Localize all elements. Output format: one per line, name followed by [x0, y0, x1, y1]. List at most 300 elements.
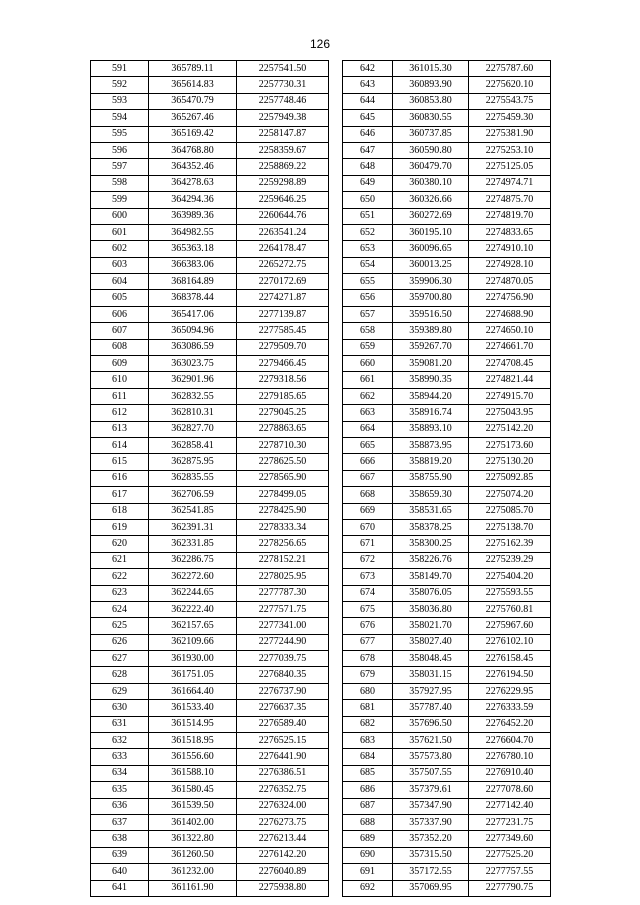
- table-row: [343, 61, 551, 77]
- x-coordinate-cell: 363023.75: [149, 356, 237, 372]
- table-row: [343, 749, 551, 765]
- table-row: [91, 208, 329, 224]
- point-number-cell: 667: [343, 470, 393, 486]
- table-row: [91, 126, 329, 142]
- x-coordinate-cell: 364982.55: [149, 224, 237, 240]
- point-number-cell: 640: [91, 864, 149, 880]
- point-number-cell: 594: [91, 110, 149, 126]
- x-coordinate-cell: 362331.85: [149, 536, 237, 552]
- point-number-cell: 619: [91, 519, 149, 535]
- y-coordinate-cell: 2275404.20: [469, 569, 551, 585]
- y-coordinate-cell: 2278863.65: [237, 421, 329, 437]
- point-number-cell: 680: [343, 683, 393, 699]
- y-coordinate-cell: 2276910.40: [469, 765, 551, 781]
- point-number-cell: 611: [91, 388, 149, 404]
- table-row: [91, 667, 329, 683]
- x-coordinate-cell: 357352.20: [393, 831, 469, 847]
- x-coordinate-cell: 362875.95: [149, 454, 237, 470]
- point-number-cell: 612: [91, 405, 149, 421]
- y-coordinate-cell: 2277757.55: [469, 864, 551, 880]
- y-coordinate-cell: 2274875.70: [469, 192, 551, 208]
- x-coordinate-cell: 362109.66: [149, 634, 237, 650]
- point-number-cell: 678: [343, 651, 393, 667]
- table-row: [91, 290, 329, 306]
- y-coordinate-cell: 2277790.75: [469, 880, 551, 896]
- table-row: [343, 470, 551, 486]
- table-row: [91, 765, 329, 781]
- table-row: [343, 536, 551, 552]
- y-coordinate-cell: 2277571.75: [237, 601, 329, 617]
- point-number-cell: 672: [343, 552, 393, 568]
- point-number-cell: 684: [343, 749, 393, 765]
- y-coordinate-cell: 2279318.56: [237, 372, 329, 388]
- table-row: [91, 552, 329, 568]
- y-coordinate-cell: 2274756.90: [469, 290, 551, 306]
- x-coordinate-cell: 362901.96: [149, 372, 237, 388]
- point-number-cell: 649: [343, 175, 393, 191]
- y-coordinate-cell: 2258359.67: [237, 142, 329, 158]
- point-number-cell: 656: [343, 290, 393, 306]
- point-number-cell: 631: [91, 716, 149, 732]
- x-coordinate-cell: 362835.55: [149, 470, 237, 486]
- x-coordinate-cell: 360272.69: [393, 208, 469, 224]
- x-coordinate-cell: 361930.00: [149, 651, 237, 667]
- x-coordinate-cell: 358226.76: [393, 552, 469, 568]
- table-row: [91, 487, 329, 503]
- point-number-cell: 615: [91, 454, 149, 470]
- x-coordinate-cell: 357787.40: [393, 700, 469, 716]
- table-row: [343, 814, 551, 830]
- table-row: [343, 192, 551, 208]
- point-number-cell: 657: [343, 306, 393, 322]
- point-number-cell: 637: [91, 814, 149, 830]
- x-coordinate-cell: 358755.90: [393, 470, 469, 486]
- table-row: [343, 880, 551, 896]
- table-row: [91, 700, 329, 716]
- point-number-cell: 634: [91, 765, 149, 781]
- point-number-cell: 613: [91, 421, 149, 437]
- y-coordinate-cell: 2276840.35: [237, 667, 329, 683]
- y-coordinate-cell: 2275239.29: [469, 552, 551, 568]
- x-coordinate-cell: 364768.80: [149, 142, 237, 158]
- table-row: [91, 733, 329, 749]
- y-coordinate-cell: 2279466.45: [237, 356, 329, 372]
- table-row: [343, 634, 551, 650]
- table-row: [343, 323, 551, 339]
- y-coordinate-cell: 2275142.20: [469, 421, 551, 437]
- point-number-cell: 666: [343, 454, 393, 470]
- x-coordinate-cell: 362286.75: [149, 552, 237, 568]
- y-coordinate-cell: 2260644.76: [237, 208, 329, 224]
- table-row: [343, 569, 551, 585]
- point-number-cell: 671: [343, 536, 393, 552]
- y-coordinate-cell: 2277139.87: [237, 306, 329, 322]
- point-number-cell: 638: [91, 831, 149, 847]
- y-coordinate-cell: 2276441.90: [237, 749, 329, 765]
- table-row: [343, 831, 551, 847]
- point-number-cell: 598: [91, 175, 149, 191]
- y-coordinate-cell: 2276333.59: [469, 700, 551, 716]
- table-row: [91, 618, 329, 634]
- point-number-cell: 622: [91, 569, 149, 585]
- point-number-cell: 648: [343, 159, 393, 175]
- x-coordinate-cell: 361751.05: [149, 667, 237, 683]
- point-number-cell: 627: [91, 651, 149, 667]
- table-row: [91, 437, 329, 453]
- table-row: [343, 306, 551, 322]
- point-number-cell: 635: [91, 782, 149, 798]
- point-number-cell: 681: [343, 700, 393, 716]
- x-coordinate-cell: 357069.95: [393, 880, 469, 896]
- table-row: [91, 241, 329, 257]
- table-row: [91, 683, 329, 699]
- y-coordinate-cell: 2277039.75: [237, 651, 329, 667]
- table-row: [91, 585, 329, 601]
- x-coordinate-cell: 359906.30: [393, 274, 469, 290]
- x-coordinate-cell: 360737.85: [393, 126, 469, 142]
- y-coordinate-cell: 2276604.70: [469, 733, 551, 749]
- y-coordinate-cell: 2279509.70: [237, 339, 329, 355]
- point-number-cell: 692: [343, 880, 393, 896]
- y-coordinate-cell: 2279045.25: [237, 405, 329, 421]
- table-row: [343, 700, 551, 716]
- x-coordinate-cell: 359700.80: [393, 290, 469, 306]
- y-coordinate-cell: 2275543.75: [469, 93, 551, 109]
- point-number-cell: 641: [91, 880, 149, 896]
- y-coordinate-cell: 2279185.65: [237, 388, 329, 404]
- x-coordinate-cell: 361322.80: [149, 831, 237, 847]
- y-coordinate-cell: 2277341.00: [237, 618, 329, 634]
- table-row: [343, 356, 551, 372]
- table-row: [343, 601, 551, 617]
- point-number-cell: 603: [91, 257, 149, 273]
- table-row: [343, 864, 551, 880]
- x-coordinate-cell: 365169.42: [149, 126, 237, 142]
- y-coordinate-cell: 2275967.60: [469, 618, 551, 634]
- table-row: [91, 192, 329, 208]
- x-coordinate-cell: 365363.18: [149, 241, 237, 257]
- table-row: [91, 142, 329, 158]
- point-number-cell: 662: [343, 388, 393, 404]
- point-number-cell: 682: [343, 716, 393, 732]
- x-coordinate-cell: 365614.83: [149, 77, 237, 93]
- table-row: [91, 356, 329, 372]
- point-number-cell: 597: [91, 159, 149, 175]
- point-number-cell: 677: [343, 634, 393, 650]
- x-coordinate-cell: 362244.65: [149, 585, 237, 601]
- y-coordinate-cell: 2257748.46: [237, 93, 329, 109]
- y-coordinate-cell: 2276637.35: [237, 700, 329, 716]
- x-coordinate-cell: 358990.35: [393, 372, 469, 388]
- x-coordinate-cell: 362222.40: [149, 601, 237, 617]
- x-coordinate-cell: 362858.41: [149, 437, 237, 453]
- y-coordinate-cell: 2274661.70: [469, 339, 551, 355]
- x-coordinate-cell: 361664.40: [149, 683, 237, 699]
- x-coordinate-cell: 361580.45: [149, 782, 237, 798]
- y-coordinate-cell: 2275620.10: [469, 77, 551, 93]
- point-number-cell: 652: [343, 224, 393, 240]
- x-coordinate-cell: 358027.40: [393, 634, 469, 650]
- x-coordinate-cell: 368164.89: [149, 274, 237, 290]
- x-coordinate-cell: 361260.50: [149, 847, 237, 863]
- y-coordinate-cell: 2276452.20: [469, 716, 551, 732]
- point-number-cell: 628: [91, 667, 149, 683]
- x-coordinate-cell: 360096.65: [393, 241, 469, 257]
- table-row: [343, 159, 551, 175]
- y-coordinate-cell: 2277349.60: [469, 831, 551, 847]
- point-number-cell: 683: [343, 733, 393, 749]
- point-number-cell: 642: [343, 61, 393, 77]
- x-coordinate-cell: 360013.25: [393, 257, 469, 273]
- x-coordinate-cell: 368378.44: [149, 290, 237, 306]
- table-row: [343, 110, 551, 126]
- point-number-cell: 632: [91, 733, 149, 749]
- coordinates-table-left: [90, 60, 329, 897]
- x-coordinate-cell: 357927.95: [393, 683, 469, 699]
- point-number-cell: 650: [343, 192, 393, 208]
- table-row: [343, 765, 551, 781]
- table-row: [343, 683, 551, 699]
- table-row: [91, 782, 329, 798]
- y-coordinate-cell: 2275381.90: [469, 126, 551, 142]
- table-row: [343, 651, 551, 667]
- x-coordinate-cell: 358378.25: [393, 519, 469, 535]
- point-number-cell: 616: [91, 470, 149, 486]
- x-coordinate-cell: 361015.30: [393, 61, 469, 77]
- point-number-cell: 676: [343, 618, 393, 634]
- table-row: [343, 585, 551, 601]
- x-coordinate-cell: 358036.80: [393, 601, 469, 617]
- y-coordinate-cell: 2276213.44: [237, 831, 329, 847]
- table-row: [91, 339, 329, 355]
- x-coordinate-cell: 357337.90: [393, 814, 469, 830]
- point-number-cell: 599: [91, 192, 149, 208]
- table-row: [91, 519, 329, 535]
- y-coordinate-cell: 2259298.89: [237, 175, 329, 191]
- point-number-cell: 661: [343, 372, 393, 388]
- y-coordinate-cell: 2257949.38: [237, 110, 329, 126]
- point-number-cell: 624: [91, 601, 149, 617]
- y-coordinate-cell: 2275043.95: [469, 405, 551, 421]
- y-coordinate-cell: 2277585.45: [237, 323, 329, 339]
- y-coordinate-cell: 2278425.90: [237, 503, 329, 519]
- table-row: [91, 93, 329, 109]
- table-row: [343, 290, 551, 306]
- point-number-cell: 663: [343, 405, 393, 421]
- y-coordinate-cell: 2274833.65: [469, 224, 551, 240]
- table-row: [343, 241, 551, 257]
- point-number-cell: 665: [343, 437, 393, 453]
- y-coordinate-cell: 2276589.40: [237, 716, 329, 732]
- point-number-cell: 690: [343, 847, 393, 863]
- point-number-cell: 636: [91, 798, 149, 814]
- y-coordinate-cell: 2263541.24: [237, 224, 329, 240]
- x-coordinate-cell: 364352.46: [149, 159, 237, 175]
- point-number-cell: 655: [343, 274, 393, 290]
- x-coordinate-cell: 361402.00: [149, 814, 237, 830]
- table-row: [91, 159, 329, 175]
- point-number-cell: 617: [91, 487, 149, 503]
- y-coordinate-cell: 2274974.71: [469, 175, 551, 191]
- point-number-cell: 670: [343, 519, 393, 535]
- point-number-cell: 645: [343, 110, 393, 126]
- x-coordinate-cell: 357507.55: [393, 765, 469, 781]
- x-coordinate-cell: 357621.50: [393, 733, 469, 749]
- point-number-cell: 606: [91, 306, 149, 322]
- x-coordinate-cell: 365417.06: [149, 306, 237, 322]
- y-coordinate-cell: 2274910.10: [469, 241, 551, 257]
- table-row: [91, 470, 329, 486]
- y-coordinate-cell: 2274870.05: [469, 274, 551, 290]
- y-coordinate-cell: 2274271.87: [237, 290, 329, 306]
- table-row: [343, 847, 551, 863]
- point-number-cell: 687: [343, 798, 393, 814]
- table-row: [343, 175, 551, 191]
- x-coordinate-cell: 361556.60: [149, 749, 237, 765]
- y-coordinate-cell: 2277142.40: [469, 798, 551, 814]
- y-coordinate-cell: 2274915.70: [469, 388, 551, 404]
- x-coordinate-cell: 360195.10: [393, 224, 469, 240]
- y-coordinate-cell: 2275938.80: [237, 880, 329, 896]
- table-row: [91, 831, 329, 847]
- x-coordinate-cell: 364278.63: [149, 175, 237, 191]
- x-coordinate-cell: 365789.11: [149, 61, 237, 77]
- table-row: [91, 372, 329, 388]
- table-row: [91, 323, 329, 339]
- y-coordinate-cell: 2274688.90: [469, 306, 551, 322]
- y-coordinate-cell: 2275593.55: [469, 585, 551, 601]
- table-row: [91, 388, 329, 404]
- y-coordinate-cell: 2275074.20: [469, 487, 551, 503]
- y-coordinate-cell: 2258147.87: [237, 126, 329, 142]
- y-coordinate-cell: 2257541.50: [237, 61, 329, 77]
- x-coordinate-cell: 362827.70: [149, 421, 237, 437]
- table-row: [343, 716, 551, 732]
- y-coordinate-cell: 2270172.69: [237, 274, 329, 290]
- table-row: [91, 454, 329, 470]
- y-coordinate-cell: 2276229.95: [469, 683, 551, 699]
- table-row: [91, 651, 329, 667]
- y-coordinate-cell: 2278256.65: [237, 536, 329, 552]
- point-number-cell: 660: [343, 356, 393, 372]
- x-coordinate-cell: 358149.70: [393, 569, 469, 585]
- table-row: [91, 421, 329, 437]
- point-number-cell: 679: [343, 667, 393, 683]
- x-coordinate-cell: 360326.66: [393, 192, 469, 208]
- x-coordinate-cell: 362832.55: [149, 388, 237, 404]
- x-coordinate-cell: 361518.95: [149, 733, 237, 749]
- y-coordinate-cell: 2276142.20: [237, 847, 329, 863]
- table-row: [91, 749, 329, 765]
- point-number-cell: 651: [343, 208, 393, 224]
- page-number: 126: [309, 37, 331, 51]
- table-row: [91, 864, 329, 880]
- point-number-cell: 686: [343, 782, 393, 798]
- point-number-cell: 604: [91, 274, 149, 290]
- x-coordinate-cell: 358048.45: [393, 651, 469, 667]
- x-coordinate-cell: 359389.80: [393, 323, 469, 339]
- table-row: [343, 487, 551, 503]
- y-coordinate-cell: 2278025.95: [237, 569, 329, 585]
- y-coordinate-cell: 2264178.47: [237, 241, 329, 257]
- x-coordinate-cell: 357315.50: [393, 847, 469, 863]
- y-coordinate-cell: 2276040.89: [237, 864, 329, 880]
- table-row: [343, 372, 551, 388]
- table-row: [91, 274, 329, 290]
- y-coordinate-cell: 2276352.75: [237, 782, 329, 798]
- table-row: [343, 142, 551, 158]
- table-row: [343, 618, 551, 634]
- x-coordinate-cell: 365267.46: [149, 110, 237, 126]
- table-row: [91, 110, 329, 126]
- point-number-cell: 674: [343, 585, 393, 601]
- point-number-cell: 608: [91, 339, 149, 355]
- y-coordinate-cell: 2274819.70: [469, 208, 551, 224]
- x-coordinate-cell: 358659.30: [393, 487, 469, 503]
- table-row: [91, 175, 329, 191]
- table-row: [343, 733, 551, 749]
- x-coordinate-cell: 358916.74: [393, 405, 469, 421]
- y-coordinate-cell: 2275760.81: [469, 601, 551, 617]
- point-number-cell: 607: [91, 323, 149, 339]
- table-row: [91, 77, 329, 93]
- y-coordinate-cell: 2275125.05: [469, 159, 551, 175]
- table-row: [343, 208, 551, 224]
- x-coordinate-cell: 358873.95: [393, 437, 469, 453]
- y-coordinate-cell: 2278152.21: [237, 552, 329, 568]
- x-coordinate-cell: 362157.65: [149, 618, 237, 634]
- table-row: [343, 454, 551, 470]
- y-coordinate-cell: 2278333.34: [237, 519, 329, 535]
- table-row: [91, 257, 329, 273]
- y-coordinate-cell: 2278710.30: [237, 437, 329, 453]
- point-number-cell: 639: [91, 847, 149, 863]
- point-number-cell: 592: [91, 77, 149, 93]
- table-row: [343, 519, 551, 535]
- x-coordinate-cell: 357379.61: [393, 782, 469, 798]
- point-number-cell: 618: [91, 503, 149, 519]
- x-coordinate-cell: 358944.20: [393, 388, 469, 404]
- x-coordinate-cell: 360853.80: [393, 93, 469, 109]
- x-coordinate-cell: 366383.06: [149, 257, 237, 273]
- point-number-cell: 685: [343, 765, 393, 781]
- point-number-cell: 644: [343, 93, 393, 109]
- point-number-cell: 596: [91, 142, 149, 158]
- y-coordinate-cell: 2275085.70: [469, 503, 551, 519]
- point-number-cell: 688: [343, 814, 393, 830]
- table-row: [91, 61, 329, 77]
- x-coordinate-cell: 359516.50: [393, 306, 469, 322]
- x-coordinate-cell: 361588.10: [149, 765, 237, 781]
- y-coordinate-cell: 2274821.44: [469, 372, 551, 388]
- y-coordinate-cell: 2275092.85: [469, 470, 551, 486]
- x-coordinate-cell: 359081.20: [393, 356, 469, 372]
- point-number-cell: 658: [343, 323, 393, 339]
- x-coordinate-cell: 364294.36: [149, 192, 237, 208]
- x-coordinate-cell: 362810.31: [149, 405, 237, 421]
- x-coordinate-cell: 360830.55: [393, 110, 469, 126]
- point-number-cell: 669: [343, 503, 393, 519]
- table-row: [91, 306, 329, 322]
- x-coordinate-cell: 365470.79: [149, 93, 237, 109]
- x-coordinate-cell: 357696.50: [393, 716, 469, 732]
- table-row: [343, 421, 551, 437]
- table-row: [343, 437, 551, 453]
- point-number-cell: 620: [91, 536, 149, 552]
- x-coordinate-cell: 358076.05: [393, 585, 469, 601]
- point-number-cell: 668: [343, 487, 393, 503]
- point-number-cell: 654: [343, 257, 393, 273]
